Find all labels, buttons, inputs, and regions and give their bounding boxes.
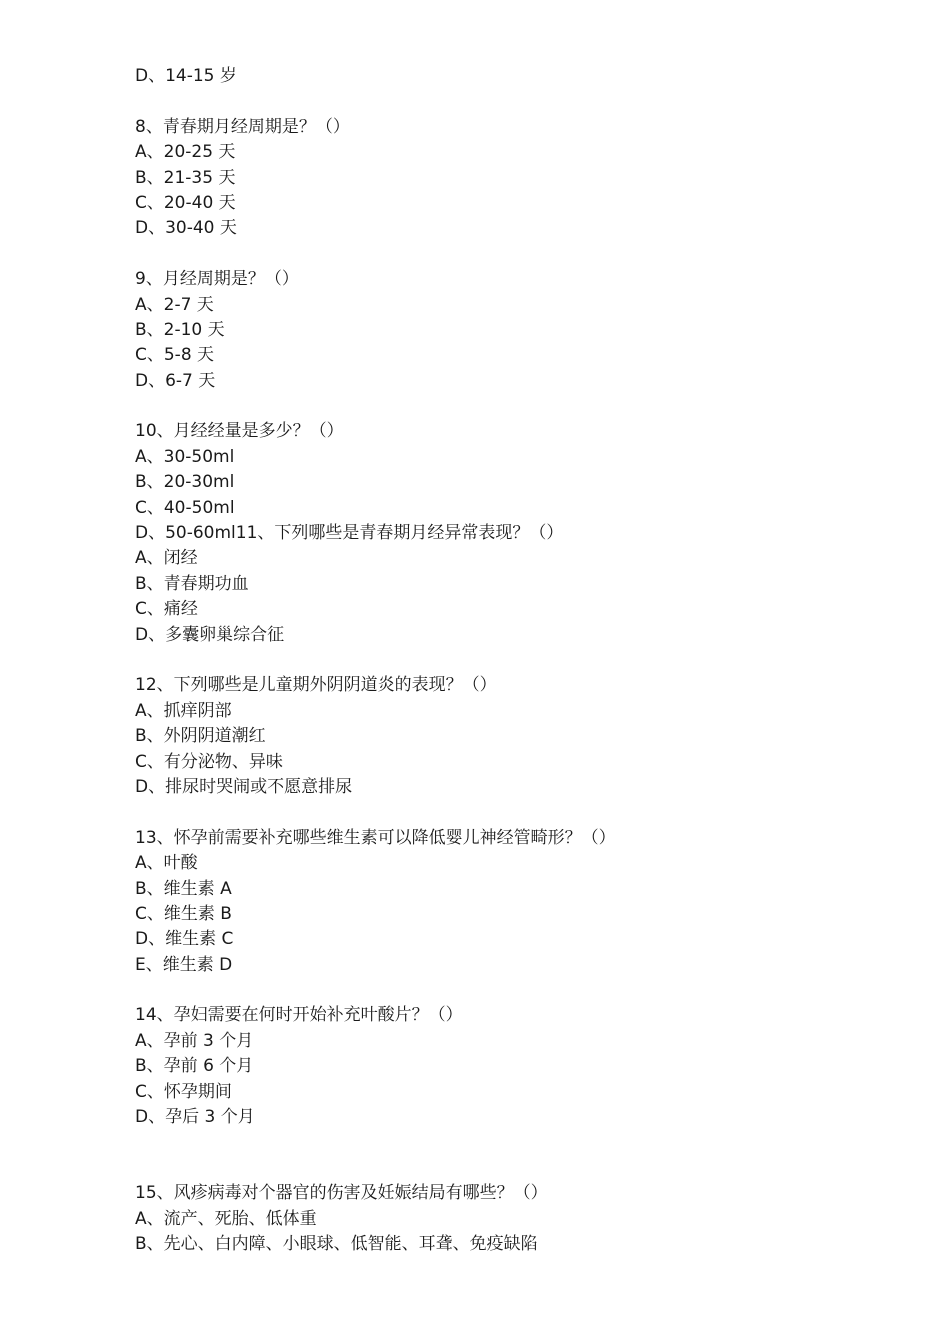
q13-option-c: C、维生素 B: [135, 903, 232, 924]
q12-stem: 12、下列哪些是儿童期外阴阴道炎的表现？（）: [135, 675, 497, 696]
q14-option-d: D、孕后 3 个月: [135, 1107, 255, 1128]
q14-option-c: C、怀孕期间: [135, 1081, 232, 1102]
q15-option-a: A、流产、死胎、低体重: [135, 1208, 317, 1229]
q8-stem: 8、青春期月经周期是？（）: [135, 116, 350, 137]
q8-option-a: A、20-25 天: [135, 142, 236, 163]
q11-option-c: C、痛经: [135, 599, 198, 620]
q12-option-b: B、外阴阴道潮红: [135, 726, 266, 747]
q12-option-d: D、排尿时哭闹或不愿意排尿: [135, 776, 353, 797]
q8-option-b: B、21-35 天: [135, 167, 236, 188]
q9-option-a: A、2-7 天: [135, 294, 214, 315]
q8-option-c: C、20-40 天: [135, 192, 236, 213]
q10-option-a: A、30-50ml: [135, 446, 235, 467]
q9-option-d: D、6-7 天: [135, 370, 216, 391]
q8-option-d: D、30-40 天: [135, 218, 237, 239]
q10-option-c: C、40-50ml: [135, 497, 235, 518]
q11-option-a: A、闭经: [135, 548, 198, 569]
q13-option-b: B、维生素 A: [135, 878, 232, 899]
q13-option-a: A、叶酸: [135, 853, 198, 874]
q11-option-b: B、青春期功血: [135, 573, 249, 594]
q10-stem: 10、月经经量是多少？（）: [135, 421, 344, 442]
q15-stem: 15、风疹病毒对个器官的伤害及妊娠结局有哪些？（）: [135, 1183, 548, 1204]
q10-option-b: B、20-30ml: [135, 472, 235, 493]
q13-stem: 13、怀孕前需要补充哪些维生素可以降低婴儿神经管畸形？（）: [135, 827, 616, 848]
q14-option-b: B、孕前 6 个月: [135, 1056, 254, 1077]
q12-option-c: C、有分泌物、异味: [135, 751, 283, 772]
q11-option-d: D、多囊卵巢综合征: [135, 624, 285, 645]
q14-stem: 14、孕妇需要在何时开始补充叶酸片？（）: [135, 1005, 463, 1026]
q9-option-b: B、2-10 天: [135, 319, 225, 340]
q10-option-d: D、50-60ml11、下列哪些是青春期月经异常表现？（）: [135, 523, 564, 544]
q12-option-a: A、抓痒阴部: [135, 700, 232, 721]
q13-option-d: D、维生素 C: [135, 929, 234, 950]
q9-stem: 9、月经周期是？（）: [135, 269, 299, 290]
document-page: [135, 64, 895, 1257]
q15-option-b: B、先心、白内障、小眼球、低智能、耳聋、免疫缺陷: [135, 1233, 538, 1254]
q7-option-d: D、14-15 岁: [135, 66, 237, 86]
q9-option-c: C、5-8 天: [135, 345, 215, 366]
q14-option-a: A、孕前 3 个月: [135, 1030, 254, 1051]
q13-option-e: E、维生素 D: [135, 954, 233, 975]
